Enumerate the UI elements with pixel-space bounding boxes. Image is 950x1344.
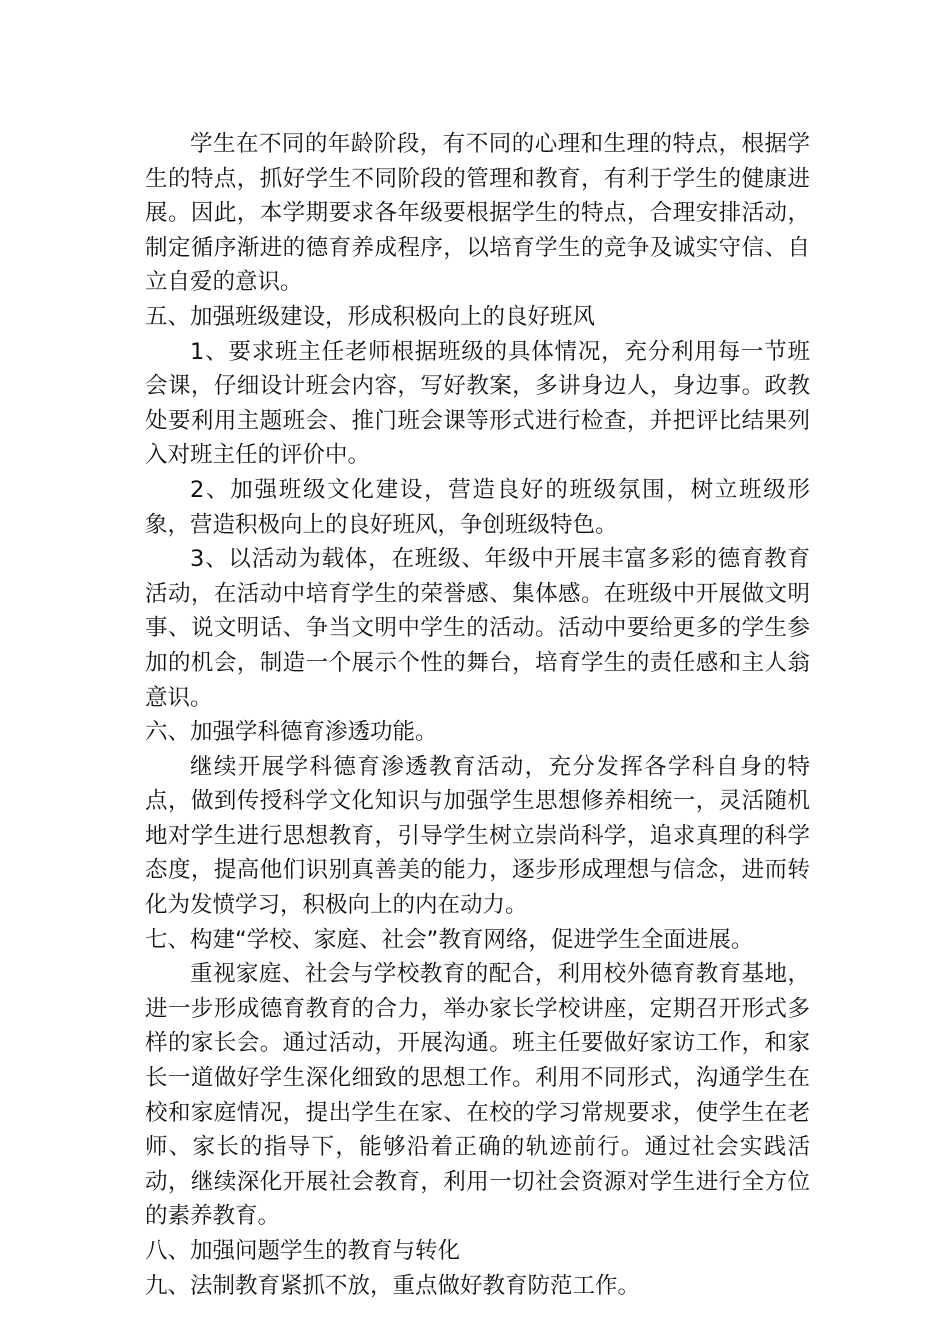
heading-section-9: 九、法制教育紧抓不放，重点做好教育防范工作。 — [145, 1272, 641, 1299]
paragraph-family-school-society: 重视家庭、社会与学校教育的配合，利用校外德育教育基地，进一步形成德育教育的合力，举办家长学校讲座，定期召开形式多样的家长会。通过活动，开展沟通。班主任要做好家访工作，和家长一道做好学生深化细致的思想工作。利用不同形式，沟通学生在校和家庭情况，提出学生在家、在校的学习常规要求，使学生在老师、家长的指导下，能够沿着正确的轨迹前行。通过社会实践活动，继续深化开展社会教育，利用一切社会资源对学生进行全方位的素养教育。 — [145, 961, 810, 1230]
heading-section-8: 八、加强问题学生的教育与转化 — [145, 1238, 461, 1264]
heading-section-5: 五、加强班级建设，形成积极向上的良好班风 — [145, 303, 596, 330]
heading-section-6: 六、加强学科德育渗透功能。 — [145, 719, 438, 746]
paragraph-class-culture: 2、加强班级文化建设，营造良好的班级氛围，树立班级形象，营造积极向上的良好班风，争创班级特色。 — [145, 476, 810, 538]
document-page — [145, 127, 810, 1303]
paragraph-subject-moral-education: 继续开展学科德育渗透教育活动，充分发挥各学科自身的特点，做到传授科学文化知识与加强学生思想修养相统一，灵活随机地对学生进行思想教育，引导学生树立崇尚科学，追求真理的科学态度，提高他们识别真善美的能力，逐步形成理想与信念，进而转化为发愤学习，积极向上的内在动力。 — [145, 753, 810, 919]
heading-section-7: 七、构建“学校、家庭、社会”教育网络，促进学生全面进展。 — [145, 926, 754, 953]
paragraph-activities: 3、以活动为载体，在班级、年级中开展丰富多彩的德育教育活动，在活动中培育学生的荣誉感、集体感。在班级中开展做文明事、说文明话、争当文明中学生的活动。活动中要给更多的学生参加的机会，制造一个展示个性的舞台，培育学生的责任感和主人翁意识。 — [145, 546, 810, 711]
paragraph-student-characteristics: 学生在不同的年龄阶段，有不同的心理和生理的特点，根据学生的特点，抓好学生不同阶段的管理和教育，有利于学生的健康进展。因此，本学期要求各年级要根据学生的特点，合理安排活动，制定循序渐进的德育养成程序，以培育学生的竞争及诚实守信、自立自爱的意识。 — [145, 131, 810, 296]
paragraph-class-meetings: 1、要求班主任老师根据班级的具体情况，充分利用每一节班会课，仔细设计班会内容，写好教案，多讲身边人，身边事。政教处要利用主题班会、推门班会课等形式进行检查，并把评比结果列入对班主任的评价中。 — [145, 338, 810, 469]
